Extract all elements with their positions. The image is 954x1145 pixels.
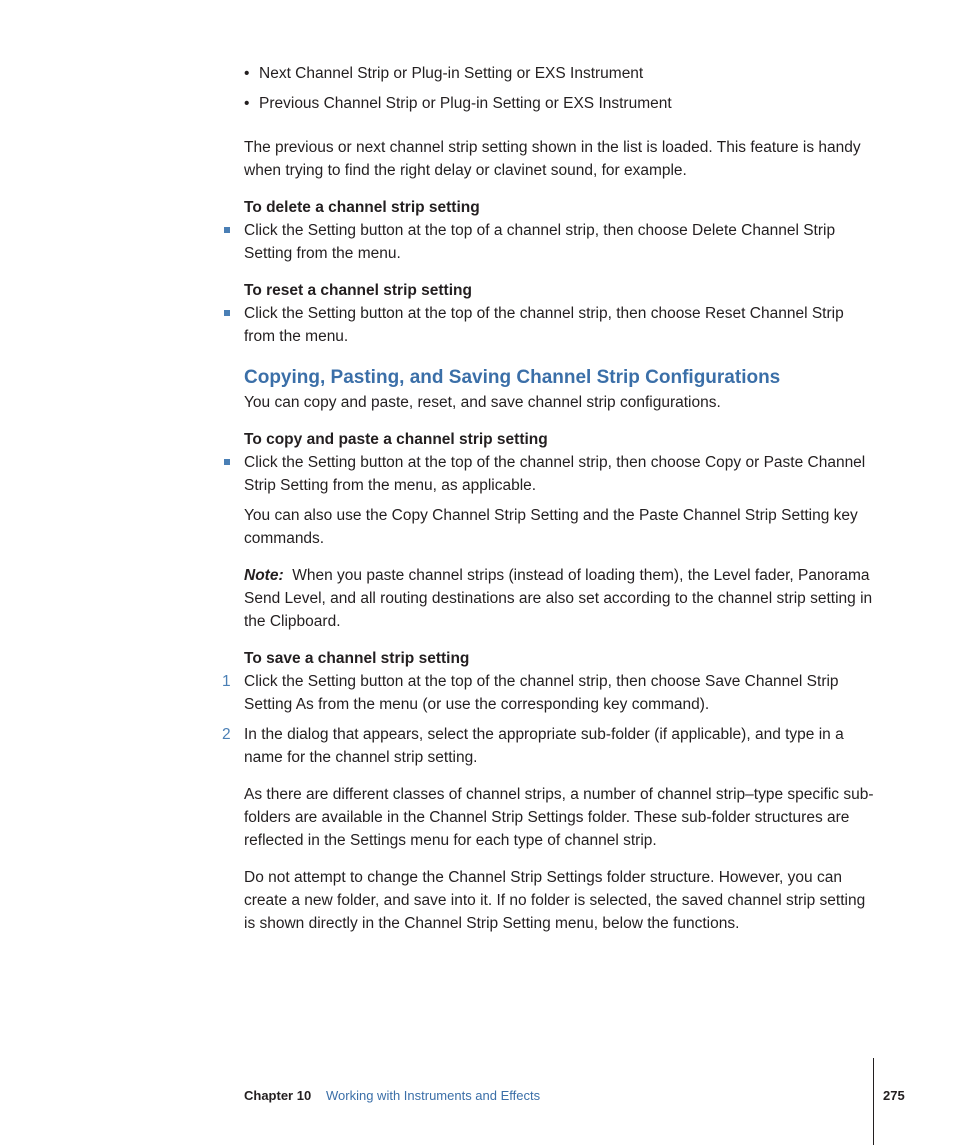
step-copy: Click the Setting button at the top of the channel strip, then choose Copy or Paste Channel Strip Setting from the menu, as applicable. — [244, 454, 866, 494]
square-bullet-icon — [224, 310, 230, 316]
step-save-2: In the dialog that appears, select the appropriate sub-folder (if applicable), and type in a name for the channel strip setting. — [244, 726, 844, 766]
task-heading-delete: To delete a channel strip setting — [244, 199, 480, 216]
task-heading-copy: To copy and paste a channel strip setting — [244, 431, 548, 448]
section-heading: Copying, Pasting, and Saving Channel Strip Configurations — [244, 367, 781, 388]
paragraph-key-commands: You can also use the Copy Channel Strip Setting and the Paste Channel Strip Setting key commands. — [244, 507, 858, 547]
bullet-marker: • — [244, 95, 250, 112]
step-number: 2 — [222, 726, 231, 743]
section-intro: You can copy and paste, reset, and save channel strip configurations. — [244, 394, 721, 411]
step-delete: Click the Setting button at the top of a channel strip, then choose Delete Channel Strip Setting from the menu. — [244, 222, 836, 262]
note-label: Note: — [244, 567, 284, 584]
square-bullet-icon — [224, 227, 230, 233]
bullet-item-previous: Previous Channel Strip or Plug-in Setting or EXS Instrument — [259, 95, 672, 112]
task-heading-save: To save a channel strip setting — [244, 650, 470, 667]
step-reset: Click the Setting button at the top of the channel strip, then choose Reset Channel Strip from the menu. — [244, 305, 844, 345]
bullet-item-next: Next Channel Strip or Plug-in Setting or EXS Instrument — [259, 65, 644, 82]
footer-divider — [873, 1058, 874, 1145]
step-number: 1 — [222, 673, 231, 690]
step-save-1: Click the Setting button at the top of the channel strip, then choose Save Channel Strip Setting As from the menu (or use the corresponding key command). — [244, 673, 839, 713]
footer-chapter-title: Working with Instruments and Effects — [326, 1088, 541, 1103]
note-text: When you paste channel strips (instead of loading them), the Level fader, Panorama Send Level, and all routing destinations are also set according to the channel strip setting in the Clipboard. — [244, 567, 873, 630]
paragraph-loaded: The previous or next channel strip setting shown in the list is loaded. This feature is handy when trying to find the right delay or clavinet sound, for example. — [244, 139, 861, 179]
square-bullet-icon — [224, 459, 230, 465]
paragraph-folder-structure: Do not attempt to change the Channel Strip Settings folder structure. However, you can create a new folder, and save into it. If no folder is selected, the saved channel strip setting is shown directly in the Channel Strip Setting menu, below the functions. — [244, 869, 866, 932]
paragraph-subfolders: As there are different classes of channel strips, a number of channel strip–type specific sub-folders are available in the Channel Strip Settings folder. These sub-folder structures are reflected in the Settings menu for each type of channel strip. — [244, 786, 874, 849]
footer-chapter: Chapter 10 — [244, 1088, 312, 1103]
page-number: 275 — [883, 1088, 905, 1103]
note-paragraph — [244, 564, 876, 633]
bullet-marker: • — [244, 65, 250, 82]
task-heading-reset: To reset a channel strip setting — [244, 282, 472, 299]
